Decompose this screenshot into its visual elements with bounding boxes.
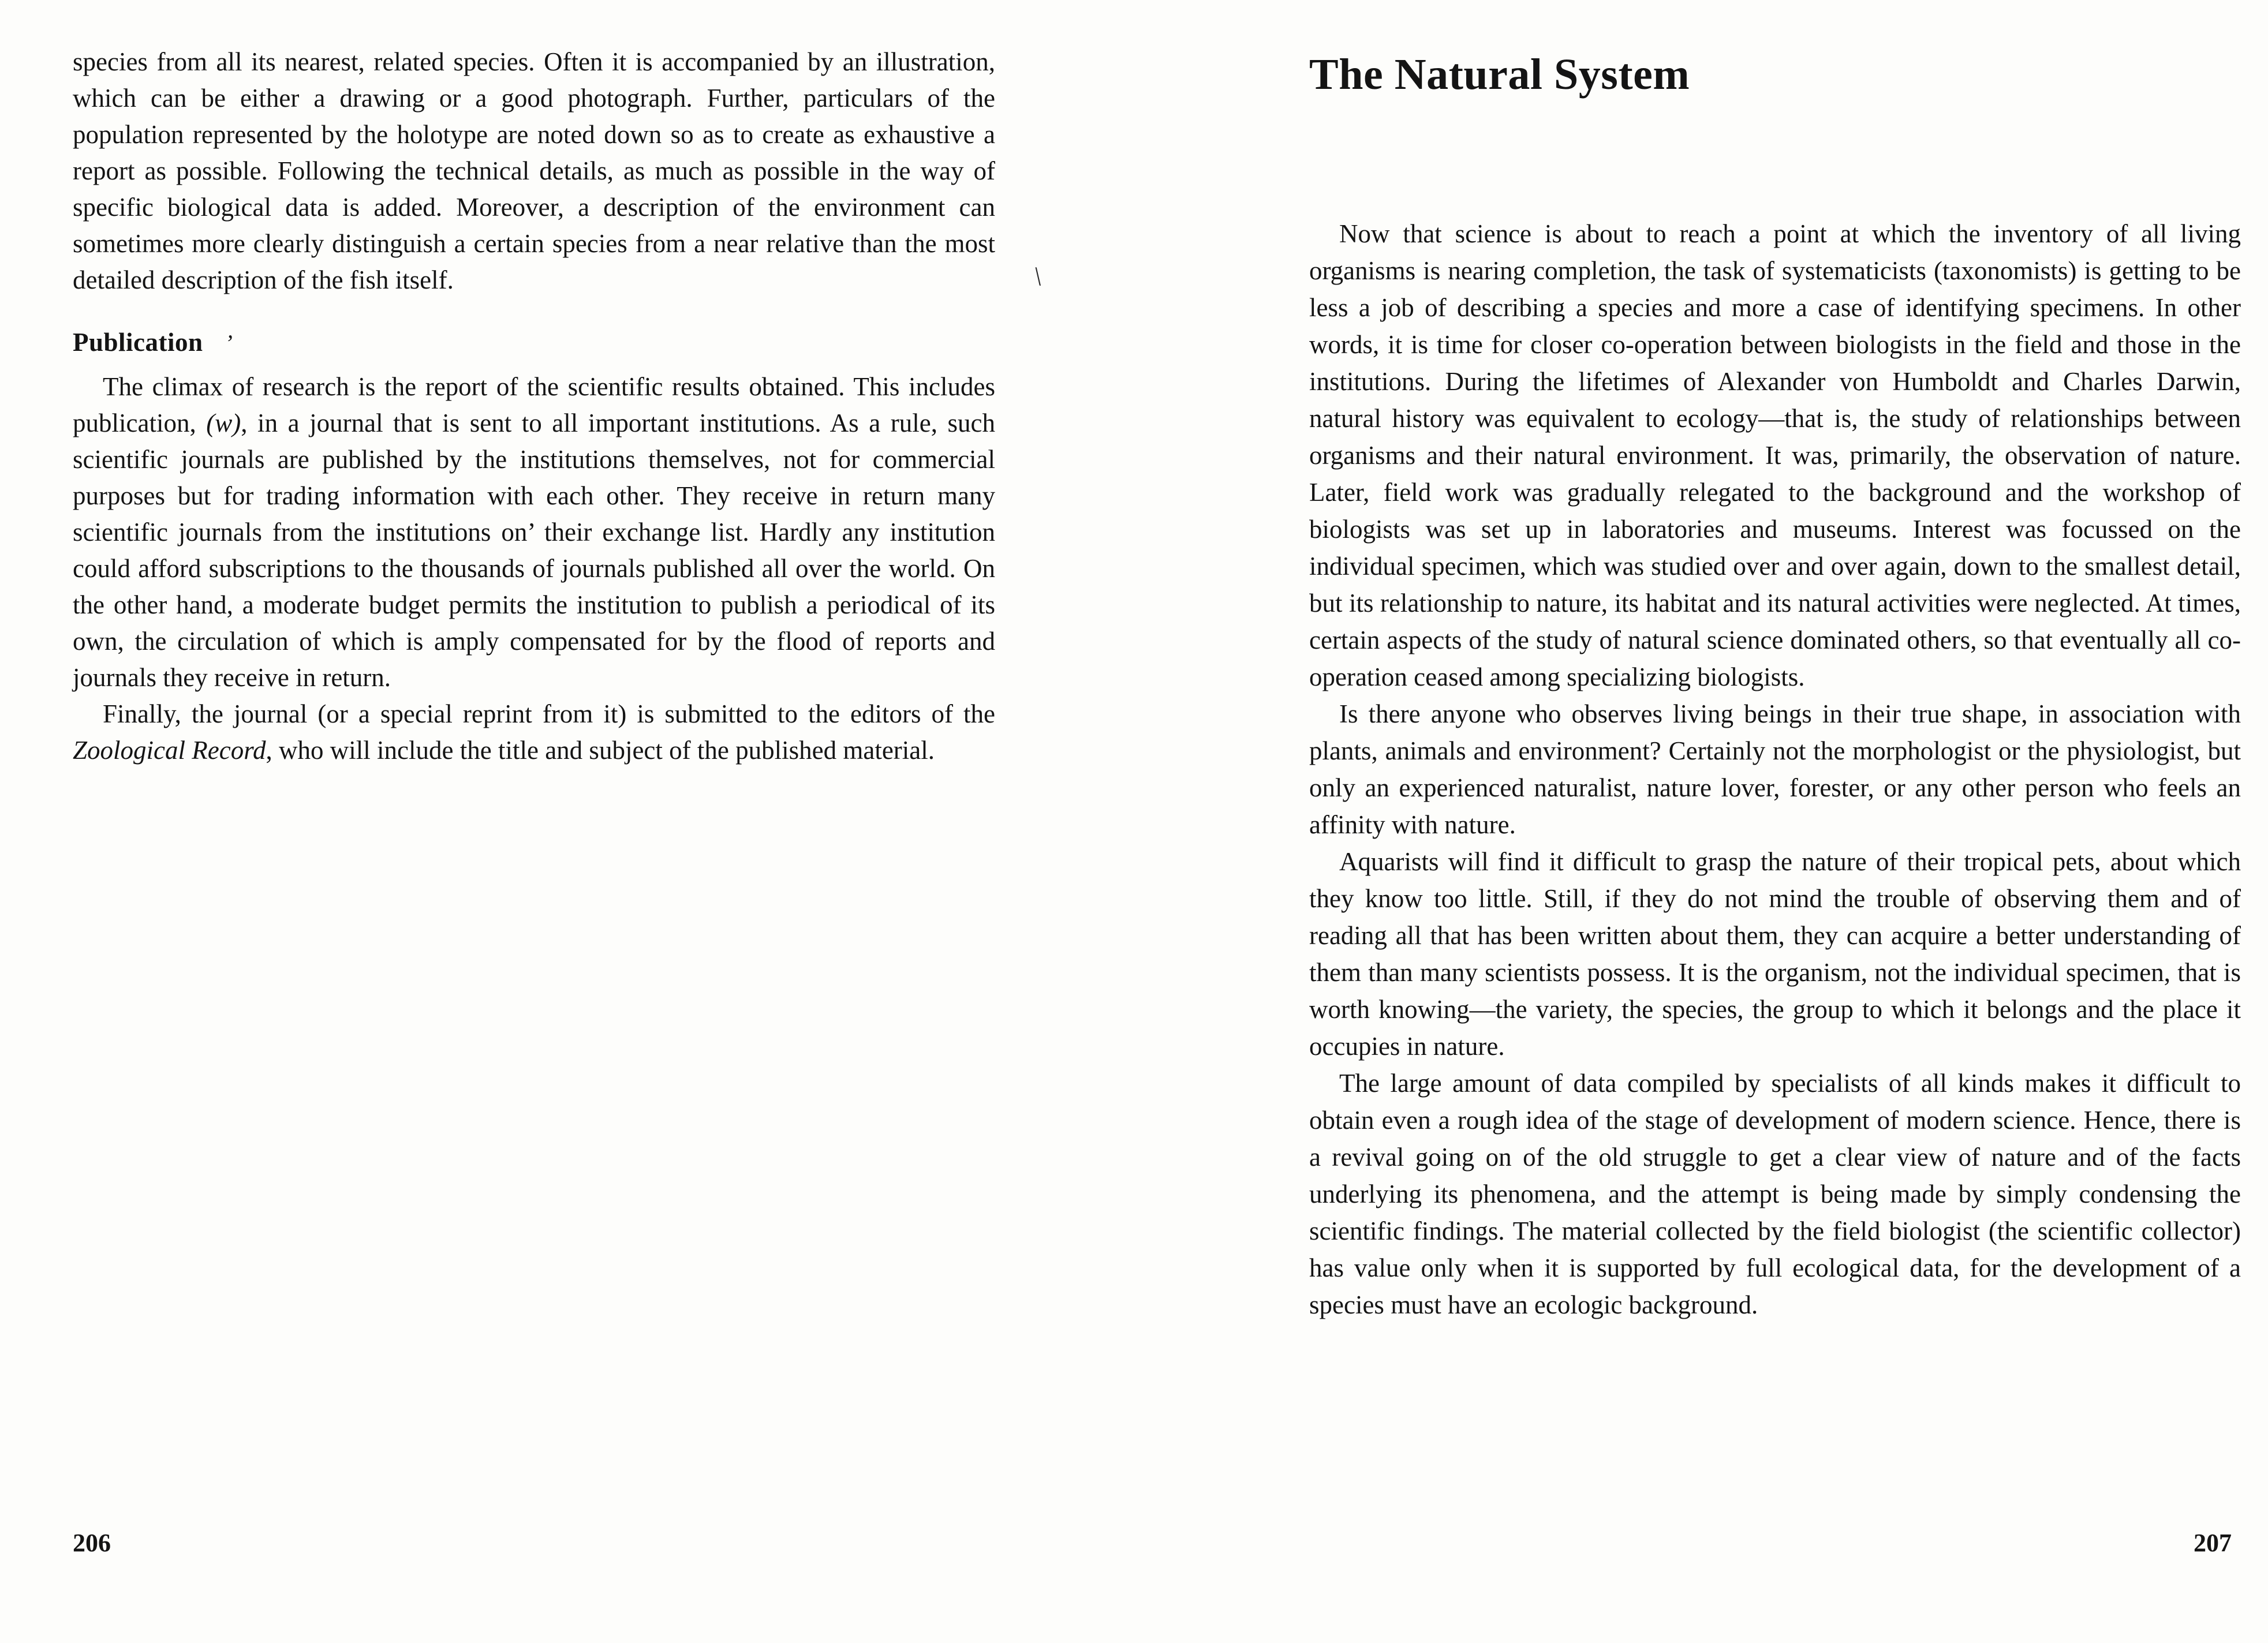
chapter-title: The Natural System (1309, 50, 1690, 99)
text-segment: Is there anyone who observes living beings in their true shape, in association with plants, animals and environment? Certainly not the morphologist or the physiologist, but only an experienced naturalist, nature lover, forester, or any other person who feels an affinity with nature. (1309, 699, 2241, 839)
page-number-left: 206 (73, 1529, 111, 1557)
page-number-right: 207 (2194, 1529, 2232, 1557)
text-segment: , in a journal that is sent to all important institutions. As a rule, such scientific journals are published by the institutions themselves, not for commercial purposes but for trading information with each other. They receive in return many scientific journals from the institutions on’ their exchange list. Hardly any institution could afford subscriptions to the thousands of journals published all over the world. On the other hand, a moderate budget permits the institution to publish a periodical of its own, the circulation of which is amply compensated for by the flood of reports and journals they receive in return. (73, 409, 995, 692)
text-segment: Aquarists will find it difficult to grasp the nature of their tropical pets, about which they know too little. Still, if they do not mind the trouble of observing them and of reading all that has been written about them, they can acquire a better understanding of them than many scientists possess. It is the organism, not the individual specimen, that is worth knowing—the variety, the species, the group to which it belongs and the place it occupies in nature. (1309, 847, 2241, 1061)
print-artifact-gutter: \ (1033, 261, 1044, 291)
section-heading-text: Publication (73, 328, 203, 357)
paragraph-publication-1 (73, 369, 995, 696)
paragraph-natural-system-4 (1309, 1065, 2241, 1323)
text-segment: Finally, the journal (or a special reprint from it) is submitted to the editors of the (103, 699, 995, 728)
italic-text-segment: Zoological Record (73, 736, 266, 765)
italic-text-segment: (w) (206, 409, 241, 437)
section-heading-publication (73, 327, 995, 357)
paragraph-publication-2 (73, 696, 995, 769)
text-segment: The climax of research is the report of the scientific results obtained. This includes publication, (73, 372, 995, 437)
print-artifact-mark: ʼ (225, 330, 233, 356)
text-segment: The large amount of data compiled by specialists of all kinds makes it difficult to obtain even a rough idea of the stage of development of modern science. Hence, there is a revival going on of the old struggle to get a clear view of nature and of the facts underlying its phenomena, and the attempt is being made by simply condensing the scientific findings. The material collected by the field biologist (the scientific collector) has value only when it is supported by full ecological data, for the development of a species must have an ecologic background. (1309, 1069, 2241, 1319)
text-segment: species from all its nearest, related species. Often it is accompanied by an illustration, which can be either a drawing or a good photograph. Further, particulars of the population represented by the holotype are noted down so as to create as exhaustive a report as possible. Following the technical details, as much as possible in the way of specific biological data is added. Moreover, a description of the environment can sometimes more clearly distinguish a certain species from a near relative than the most detailed description of the fish itself. (73, 47, 995, 294)
text-segment: Now that science is about to reach a point at which the inventory of all living organisms is nearing completion, the task of systematicists (taxonomists) is getting to be less a job of describing a species and more a case of identifying specimens. In other words, it is time for closer co-operation between biologists in the field and those in the institutions. During the lifetimes of Alexander von Humboldt and Charles Darwin, natural history was equivalent to ecology—that is, the study of relationships between organisms and their natural environment. It was, primarily, the observation of nature. Later, field work was gradually relegated to the background and the workshop of biologists was set up in laboratories and museums. Interest was focussed on the individual specimen, which was studied over and over again, down to the smallest detail, but its relationship to nature, its habitat and its natural activities were neglected. At times, certain aspects of the study of natural science dominated others, so that eventually all co-operation ceased among specializing biologists. (1309, 219, 2241, 691)
paragraph-natural-system-2 (1309, 695, 2241, 843)
page-left (73, 44, 995, 769)
paragraph-natural-system-3 (1309, 843, 2241, 1065)
page-right (1309, 50, 2241, 1323)
paragraph-continued-from-previous-page (73, 44, 995, 298)
paragraph-natural-system-1 (1309, 215, 2241, 695)
text-segment: , who will include the title and subject of the published material. (266, 736, 935, 765)
